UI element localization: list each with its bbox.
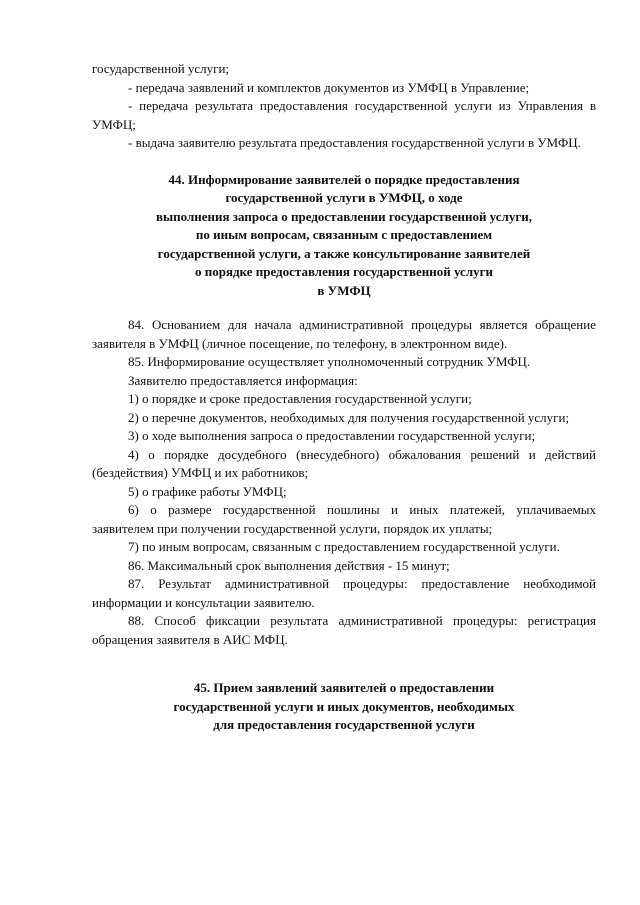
paragraph-87: 87. Результат административной процедуры: предоставление необходимой информации и консультации заявителю. [92, 576, 596, 610]
info-item-1: 1) о порядке и сроке предоставления государственной услуги; [128, 391, 472, 406]
paragraph-86: 86. Максимальный срок выполнения действия - 15 минут; [128, 557, 450, 573]
heading-line: по иным вопросам, связанным с предоставлением [195, 227, 493, 242]
info-item-2: 2) о перечне документов, необходимых для получения государственной услуги; [128, 409, 570, 425]
section-44-body [92, 316, 596, 649]
intro-line: - передача заявлений и комплектов документов из УМФЦ в Управление; [128, 79, 530, 95]
info-intro: Заявителю предоставляется информация: [128, 372, 358, 388]
intro-line: - передача результата предоставления государственной услуги из Управления в УМФЦ; [92, 98, 596, 132]
paragraph-84: 84. Основанием для начала административной процедуры является обращение заявителя в УМФЦ (личное посещение, по телефону, в электронном виде). [92, 317, 596, 351]
heading-line: 44. Информирование заявителей о порядке предоставления [168, 171, 520, 187]
intro-block [92, 60, 596, 153]
heading-line: государственной услуги в УМФЦ, о ходе [225, 190, 463, 205]
document-page [92, 60, 596, 735]
heading-line: для предоставления государственной услуги [213, 717, 475, 732]
paragraph-88: 88. Способ фиксации результата административной процедуры: регистрация обращения заявителя в АИС МФЦ. [92, 613, 596, 647]
info-item-4: 4) о порядке досудебного (внесудебного) обжалования решений и действий (бездействия) УМФЦ и их работников; [92, 446, 596, 480]
heading-line: государственной услуги, а также консультирование заявителей [157, 245, 531, 261]
heading-line: государственной услуги и иных документов, необходимых [173, 698, 515, 714]
section-44-heading [92, 171, 596, 301]
intro-line: государственной услуги; [92, 61, 230, 76]
paragraph-85: 85. Информирование осуществляет уполномоченный сотрудник УМФЦ. [128, 354, 531, 369]
intro-line: - выдача заявителю результата предоставления государственной услуги в УМФЦ. [128, 135, 581, 150]
info-item-5: 5) о графике работы УМФЦ; [128, 483, 287, 499]
heading-line: выполнения запроса о предоставлении государственной услуги, [156, 208, 532, 224]
info-item-7: 7) по иным вопросам, связанным с предоставлением государственной услуги. [128, 539, 560, 554]
info-item-6: 6) о размере государственной пошлины и иных платежей, уплачиваемых заявителем при получении государственной услуги, порядок их уплаты; [92, 502, 596, 536]
heading-line: 45. Прием заявлений заявителей о предоставлении [193, 680, 495, 695]
heading-line: о порядке предоставления государственной услуги [194, 264, 494, 279]
section-45-heading [92, 679, 596, 735]
heading-line: в УМФЦ [317, 282, 371, 298]
info-item-3: 3) о ходе выполнения запроса о предоставлении государственной услуги; [128, 428, 536, 443]
